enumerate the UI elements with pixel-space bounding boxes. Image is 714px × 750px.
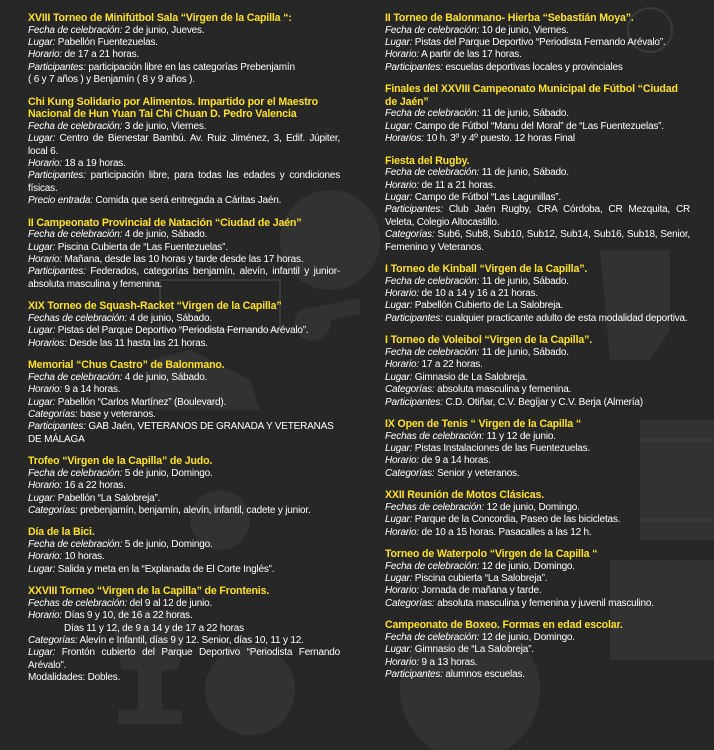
detail-value: 10 h. 3º y 4º puesto. 12 horas Final	[423, 133, 575, 145]
event-detail-line	[28, 564, 340, 576]
detail-label: Categorías:	[28, 634, 78, 646]
detail-label: Lugar:	[28, 241, 56, 253]
detail-value: 4 de junio, Sábado.	[122, 229, 208, 241]
event-detail-line	[385, 443, 690, 455]
detail-value: Pistas del Parque Deportivo “Periodista Fernando Arévalo”.	[412, 37, 666, 48]
event-block	[28, 217, 340, 292]
event-detail-line	[385, 561, 690, 573]
event-detail-line	[28, 672, 340, 684]
detail-value: Mañana, desde las 10 horas y tarde desde las 17 horas.	[61, 254, 304, 266]
event-title: IX Open de Tenis “ Virgen de la Capilla “	[385, 417, 581, 430]
detail-value: de 11 a 21 horas.	[418, 179, 496, 191]
detail-label: Lugar:	[385, 120, 413, 132]
detail-label: Lugar:	[385, 300, 413, 312]
detail-label: Horario:	[28, 384, 62, 396]
event-detail-line	[385, 204, 690, 229]
detail-value: Sub6, Sub8, Sub10, Sub12, Sub14, Sub16, Sub18, Senior, Femenino y Veteranos.	[385, 229, 690, 253]
event-detail-line	[385, 313, 690, 325]
event-detail-line	[28, 421, 340, 446]
detail-value: Alevín e Infantil, días 9 y 12. Senior, días 10, 11 y 12.	[77, 634, 304, 646]
detail-label: Categorías:	[385, 384, 435, 396]
detail-label: Lugar:	[385, 192, 413, 204]
event-title: XIX Torneo de Squash-Racket “Virgen de la Capilla”	[28, 300, 282, 313]
detail-label: Lugar:	[385, 644, 413, 656]
event-detail-line	[385, 192, 690, 204]
event-title: Día de la Bici.	[28, 526, 95, 539]
detail-value: de 17 a 21 horas.	[61, 49, 139, 61]
detail-label: Lugar:	[28, 396, 56, 408]
detail-label: Lugar:	[28, 563, 56, 575]
detail-value: 12 de junio, Domingo.	[479, 631, 575, 643]
event-title: Trofeo “Virgen de la Capilla” de Judo.	[28, 455, 213, 468]
detail-label: Horario:	[385, 656, 419, 668]
detail-value: 12 de junio, Domingo.	[484, 501, 580, 513]
detail-label: Fecha de celebración:	[28, 371, 123, 383]
event-detail-line	[385, 347, 690, 359]
event-detail-line	[28, 551, 340, 563]
detail-value: del 9 al 12 de junio.	[127, 597, 213, 609]
detail-value: Pistas Instalaciones de las Fuentezuelas.	[412, 442, 590, 454]
event-detail-line	[385, 372, 690, 384]
event-detail-line	[385, 300, 690, 312]
detail-label: Horario:	[385, 455, 419, 467]
detail-value: Campo de Fútbol “Las Lagunillas”.	[412, 192, 561, 204]
event-block	[28, 526, 340, 576]
detail-label: Participantes:	[385, 668, 443, 680]
event-detail-line	[385, 288, 690, 300]
detail-value: 9 a 14 horas.	[61, 384, 121, 396]
event-detail-line	[28, 254, 340, 266]
detail-value: Centro de Bienestar Bambú. Av. Ruiz Jiménez, 3, Edif. Júpiter, local 6.	[28, 133, 340, 157]
left-column	[28, 12, 340, 694]
detail-value: Parque de la Concordia, Paseo de las bicicletas.	[412, 514, 621, 526]
detail-label: Horario:	[28, 49, 62, 61]
detail-value: Gimnasio de La Salobreja.	[412, 371, 528, 383]
detail-value: 12 de junio, Domingo.	[479, 560, 575, 572]
detail-value: Gimnasio de “La Salobreja”.	[412, 644, 534, 656]
detail-label: Participantes:	[385, 61, 443, 73]
detail-label: Lugar:	[28, 37, 56, 48]
detail-label: Horario:	[385, 179, 419, 191]
event-title: Finales del XXVIII Campeonato Municipal de Fútbol “Ciudad de Jaén”	[385, 83, 678, 108]
event-title: II Campeonato Provincial de Natación “Ciudad de Jaén”	[28, 216, 302, 229]
event-block	[385, 12, 690, 74]
event-detail-line	[385, 455, 690, 467]
detail-label: Fechas de celebración:	[28, 312, 127, 324]
detail-label: Participantes:	[385, 312, 443, 324]
detail-label: Fecha de celebración:	[385, 631, 480, 643]
event-detail-line	[385, 397, 690, 409]
detail-value: A partir de las 17 horas.	[418, 49, 522, 61]
event-block	[28, 585, 340, 684]
detail-value: Pabellón Fuentezuelas.	[55, 37, 158, 48]
event-title: Memorial “Chus Castro” de Balonmano.	[28, 359, 225, 372]
detail-value: 4 de junio, Sábado.	[122, 371, 208, 383]
detail-label: Fecha de celebración:	[385, 346, 480, 358]
detail-label: Precio entrada:	[28, 195, 93, 207]
event-detail-line	[385, 527, 690, 539]
detail-value: GAB Jaén, VETERANOS DE GRANADA Y VETERANAS DE MÁLAGA	[28, 421, 334, 445]
detail-value: 9 a 13 horas.	[418, 656, 478, 668]
detail-label: Lugar:	[28, 325, 56, 337]
detail-value: Comida que será entregada a Cáritas Jaén.	[92, 195, 282, 207]
detail-label: Horario:	[385, 359, 419, 371]
event-detail-line	[385, 49, 690, 61]
detail-value: 11 de junio, Sábado.	[479, 275, 569, 287]
detail-label: Lugar:	[385, 371, 413, 383]
event-detail-line	[28, 242, 340, 254]
event-detail-line	[385, 431, 690, 443]
detail-value: ( 6 y 7 años ) y Benjamín ( 8 y 9 años ).	[28, 74, 195, 86]
detail-label: Lugar:	[28, 647, 56, 659]
detail-value: participación libre, para todas las edades y condiciones físicas.	[28, 170, 340, 194]
event-detail-line	[28, 397, 340, 409]
event-detail-line	[28, 170, 340, 195]
event-block	[28, 455, 340, 517]
event-detail-line	[28, 610, 340, 622]
event-detail-line	[28, 635, 340, 647]
event-detail-line	[385, 359, 690, 371]
event-detail-line	[385, 384, 690, 396]
detail-label: Participantes:	[385, 396, 443, 408]
detail-value: de 10 a 15 horas. Pasacalles a las 12 h.	[418, 526, 592, 538]
event-block	[385, 263, 690, 325]
event-detail-line	[385, 632, 690, 644]
event-detail-line	[385, 644, 690, 656]
event-detail-line	[28, 49, 340, 61]
event-block	[28, 300, 340, 350]
detail-value: cualquier practicante adulto de esta modalidad deportiva.	[442, 312, 688, 324]
detail-label: Horarios:	[28, 337, 67, 349]
event-detail-line	[385, 167, 690, 179]
detail-value: Jornada de mañana y tarde.	[418, 585, 542, 597]
detail-value: Campo de Fútbol “Manu del Moral” de “Las Fuentezuelas”.	[412, 120, 664, 132]
event-block	[385, 155, 690, 254]
detail-value: Modalidades: Dobles.	[28, 672, 121, 684]
event-title: Chi Kung Solidario por Alimentos. Impartido por el Maestro Nacional de Hun Yuan Tai Chi Chuan D. Pedro Valencia	[28, 95, 318, 121]
detail-value: 10 de junio, Viernes.	[479, 24, 569, 36]
event-detail-line	[385, 276, 690, 288]
detail-label: Fecha de celebración:	[385, 560, 480, 572]
detail-label: Lugar:	[28, 492, 56, 504]
event-title: Fiesta del Rugby.	[385, 154, 470, 167]
detail-value: 11 y 12 de junio.	[484, 430, 556, 442]
event-detail-line	[28, 74, 340, 86]
event-detail-line	[385, 669, 690, 681]
detail-value: 5 de junio, Domingo.	[122, 538, 213, 550]
detail-value: Pabellón Cubierto de La Salobreja.	[412, 300, 564, 312]
event-detail-line	[385, 502, 690, 514]
detail-value: participación libre en las categorías Prebenjamín	[85, 61, 295, 73]
event-block	[28, 12, 340, 87]
detail-value: alumnos escuelas.	[442, 668, 525, 680]
event-detail-line	[385, 25, 690, 37]
detail-label: Fecha de celebración:	[28, 229, 123, 241]
detail-value: Federados, categorías benjamín, alevín, infantil y junior-absoluta masculina y femenina.	[28, 266, 340, 290]
detail-label: Lugar:	[28, 133, 56, 145]
detail-label: Categorías:	[385, 597, 435, 609]
event-detail-line	[28, 372, 340, 384]
event-title: XXVIII Torneo “Virgen de la Capilla” de Frontenis.	[28, 585, 270, 598]
detail-label: Fecha de celebración:	[385, 24, 480, 36]
event-detail-line	[28, 598, 340, 610]
event-detail-line	[28, 409, 340, 421]
detail-label: Fecha de celebración:	[385, 108, 480, 120]
detail-label: Fecha de celebración:	[28, 24, 123, 36]
event-detail-line	[385, 108, 690, 120]
detail-value: 16 a 22 horas.	[61, 480, 126, 492]
event-title: I Torneo de Voleibol “Virgen de la Capilla”.	[385, 334, 593, 347]
detail-value: 5 de junio, Domingo.	[122, 467, 213, 479]
detail-value: 11 de junio, Sábado.	[479, 167, 569, 179]
event-detail-line	[385, 229, 690, 254]
detail-label: Categorías:	[385, 467, 435, 479]
detail-label: Horario:	[385, 526, 419, 538]
event-detail-line	[28, 229, 340, 241]
detail-label: Horario:	[28, 551, 62, 563]
detail-label: Fecha de celebración:	[28, 467, 123, 479]
detail-value: C.D. Otiñar, C.V. Begíjar y C.V. Berja (Almería)	[442, 396, 643, 408]
detail-value: base y veteranos.	[77, 408, 156, 420]
event-detail-line	[385, 468, 690, 480]
event-detail-line	[385, 37, 690, 49]
event-detail-line	[385, 585, 690, 597]
event-detail-line	[28, 623, 340, 635]
detail-label: Participantes:	[28, 61, 86, 73]
event-block	[385, 489, 690, 539]
event-detail-line	[385, 62, 690, 74]
detail-value: Pistas del Parque Deportivo “Periodista Fernando Arévalo”.	[55, 325, 309, 337]
event-detail-line	[28, 133, 340, 158]
event-detail-line	[28, 468, 340, 480]
detail-label: Horario:	[28, 158, 62, 170]
detail-label: Lugar:	[385, 442, 413, 454]
detail-value: de 10 a 14 y 16 a 21 horas.	[418, 288, 538, 300]
event-detail-line	[385, 573, 690, 585]
detail-label: Fechas de celebración:	[28, 597, 127, 609]
detail-label: Lugar:	[385, 572, 413, 584]
event-block	[385, 334, 690, 409]
event-detail-line	[28, 338, 340, 350]
event-detail-line	[28, 647, 340, 672]
detail-value: absoluta masculina y femenina.	[434, 384, 572, 396]
detail-label: Fechas de celebración:	[385, 430, 484, 442]
detail-value: Desde las 11 hasta las 21 horas.	[66, 337, 208, 349]
detail-value: Piscina Cubierta de “Las Fuentezuelas”.	[55, 241, 228, 253]
event-detail-line	[28, 493, 340, 505]
detail-value: Pabellón “La Salobreja”.	[55, 492, 161, 504]
event-detail-line	[28, 505, 340, 517]
event-title: XVIII Torneo de Minifútbol Sala “Virgen de la Capilla “:	[28, 12, 292, 24]
event-title: I Torneo de Kinball “Virgen de la Capilla”.	[385, 263, 588, 276]
detail-label: Fechas de celebración:	[385, 501, 484, 513]
detail-value: Frontón cubierto del Parque Deportivo “Periodista Fernando Arévalo”.	[28, 647, 340, 671]
detail-label: Horario:	[28, 480, 62, 492]
detail-value: de 9 a 14 horas.	[418, 455, 491, 467]
detail-value: 2 de junio, Jueves.	[122, 24, 205, 36]
detail-label: Fecha de celebración:	[385, 167, 480, 179]
event-title: Torneo de Waterpolo “Virgen de la Capilla “	[385, 547, 598, 560]
detail-value: Días 9 y 10, de 16 a 22 horas.	[61, 610, 193, 622]
event-detail-line	[385, 657, 690, 669]
detail-label: Horario:	[385, 288, 419, 300]
detail-label: Horario:	[28, 610, 62, 622]
event-detail-line	[385, 133, 690, 145]
event-detail-line	[28, 266, 340, 291]
event-detail-line	[28, 37, 340, 49]
detail-value: 17 a 22 horas.	[418, 359, 483, 371]
event-detail-line	[28, 384, 340, 396]
event-title: XXII Reunión de Motos Clásicas.	[385, 489, 544, 502]
event-block	[385, 83, 690, 145]
detail-value: Salida y meta en la “Explanada de El Corte Inglés”.	[55, 563, 275, 575]
detail-label: Horarios:	[385, 133, 424, 145]
detail-label: Categorías:	[28, 408, 78, 420]
detail-label: Fecha de celebración:	[385, 275, 480, 287]
event-detail-line	[28, 195, 340, 207]
detail-label: Categorías:	[28, 504, 78, 516]
event-detail-line	[28, 121, 340, 133]
detail-label: Horario:	[385, 585, 419, 597]
detail-value: 10 horas.	[61, 551, 105, 563]
detail-value: Pabellón “Carlos Martínez” (Boulevard).	[55, 396, 227, 408]
detail-label: Horario:	[28, 254, 62, 266]
detail-value: 18 a 19 horas.	[61, 158, 126, 170]
detail-label: Lugar:	[385, 514, 413, 526]
right-column	[385, 12, 690, 690]
detail-label: Participantes:	[28, 266, 86, 278]
event-detail-line	[28, 480, 340, 492]
event-detail-line	[385, 598, 690, 610]
detail-value: Club Jaén Rugby, CRA Córdoba, CR Mezquita, CR Veleta, Colegio Altocastillo.	[385, 204, 690, 228]
detail-value: 4 de junio, Sábado.	[127, 312, 212, 324]
detail-value: 11 de junio, Sábado.	[479, 346, 569, 358]
detail-value: Senior y veteranos.	[434, 467, 520, 479]
event-detail-line	[28, 158, 340, 170]
detail-value: Días 11 y 12, de 9 a 14 y de 17 a 22 horas	[64, 622, 244, 634]
detail-label: Participantes:	[385, 204, 443, 216]
event-detail-line	[28, 313, 340, 325]
detail-value: Piscina cubierta “La Salobreja”.	[412, 572, 548, 584]
event-block	[28, 359, 340, 446]
event-title: II Torneo de Balonmano- Hierba “Sebastián Moya”.	[385, 12, 634, 24]
event-detail-line	[385, 514, 690, 526]
detail-value: 3 de junio, Viernes.	[122, 120, 207, 132]
event-block	[28, 96, 340, 208]
detail-label: Participantes:	[28, 421, 86, 433]
event-title: Campeonato de Boxeo. Formas en edad escolar.	[385, 619, 623, 632]
event-detail-line	[28, 62, 340, 74]
detail-label: Participantes:	[28, 170, 86, 182]
detail-value: absoluta masculina y femenina y juvenil masculino.	[434, 597, 654, 609]
detail-label: Fecha de celebración:	[28, 538, 123, 550]
detail-label: Lugar:	[385, 37, 413, 48]
detail-label: Horario:	[385, 49, 419, 61]
detail-label: Fecha de celebración:	[28, 120, 123, 132]
detail-value: 11 de junio, Sábado.	[479, 108, 569, 120]
event-detail-line	[385, 180, 690, 192]
event-block	[385, 548, 690, 610]
event-detail-line	[385, 121, 690, 133]
detail-value: escuelas deportivas locales y provinciales	[442, 61, 623, 73]
event-detail-line	[28, 539, 340, 551]
event-block	[385, 418, 690, 480]
event-block	[385, 619, 690, 681]
event-detail-line	[28, 25, 340, 37]
detail-value: prebenjamín, benjamín, alevín, infantil, cadete y junior.	[77, 504, 311, 516]
detail-label: Categorías:	[385, 229, 435, 241]
event-detail-line	[28, 325, 340, 337]
